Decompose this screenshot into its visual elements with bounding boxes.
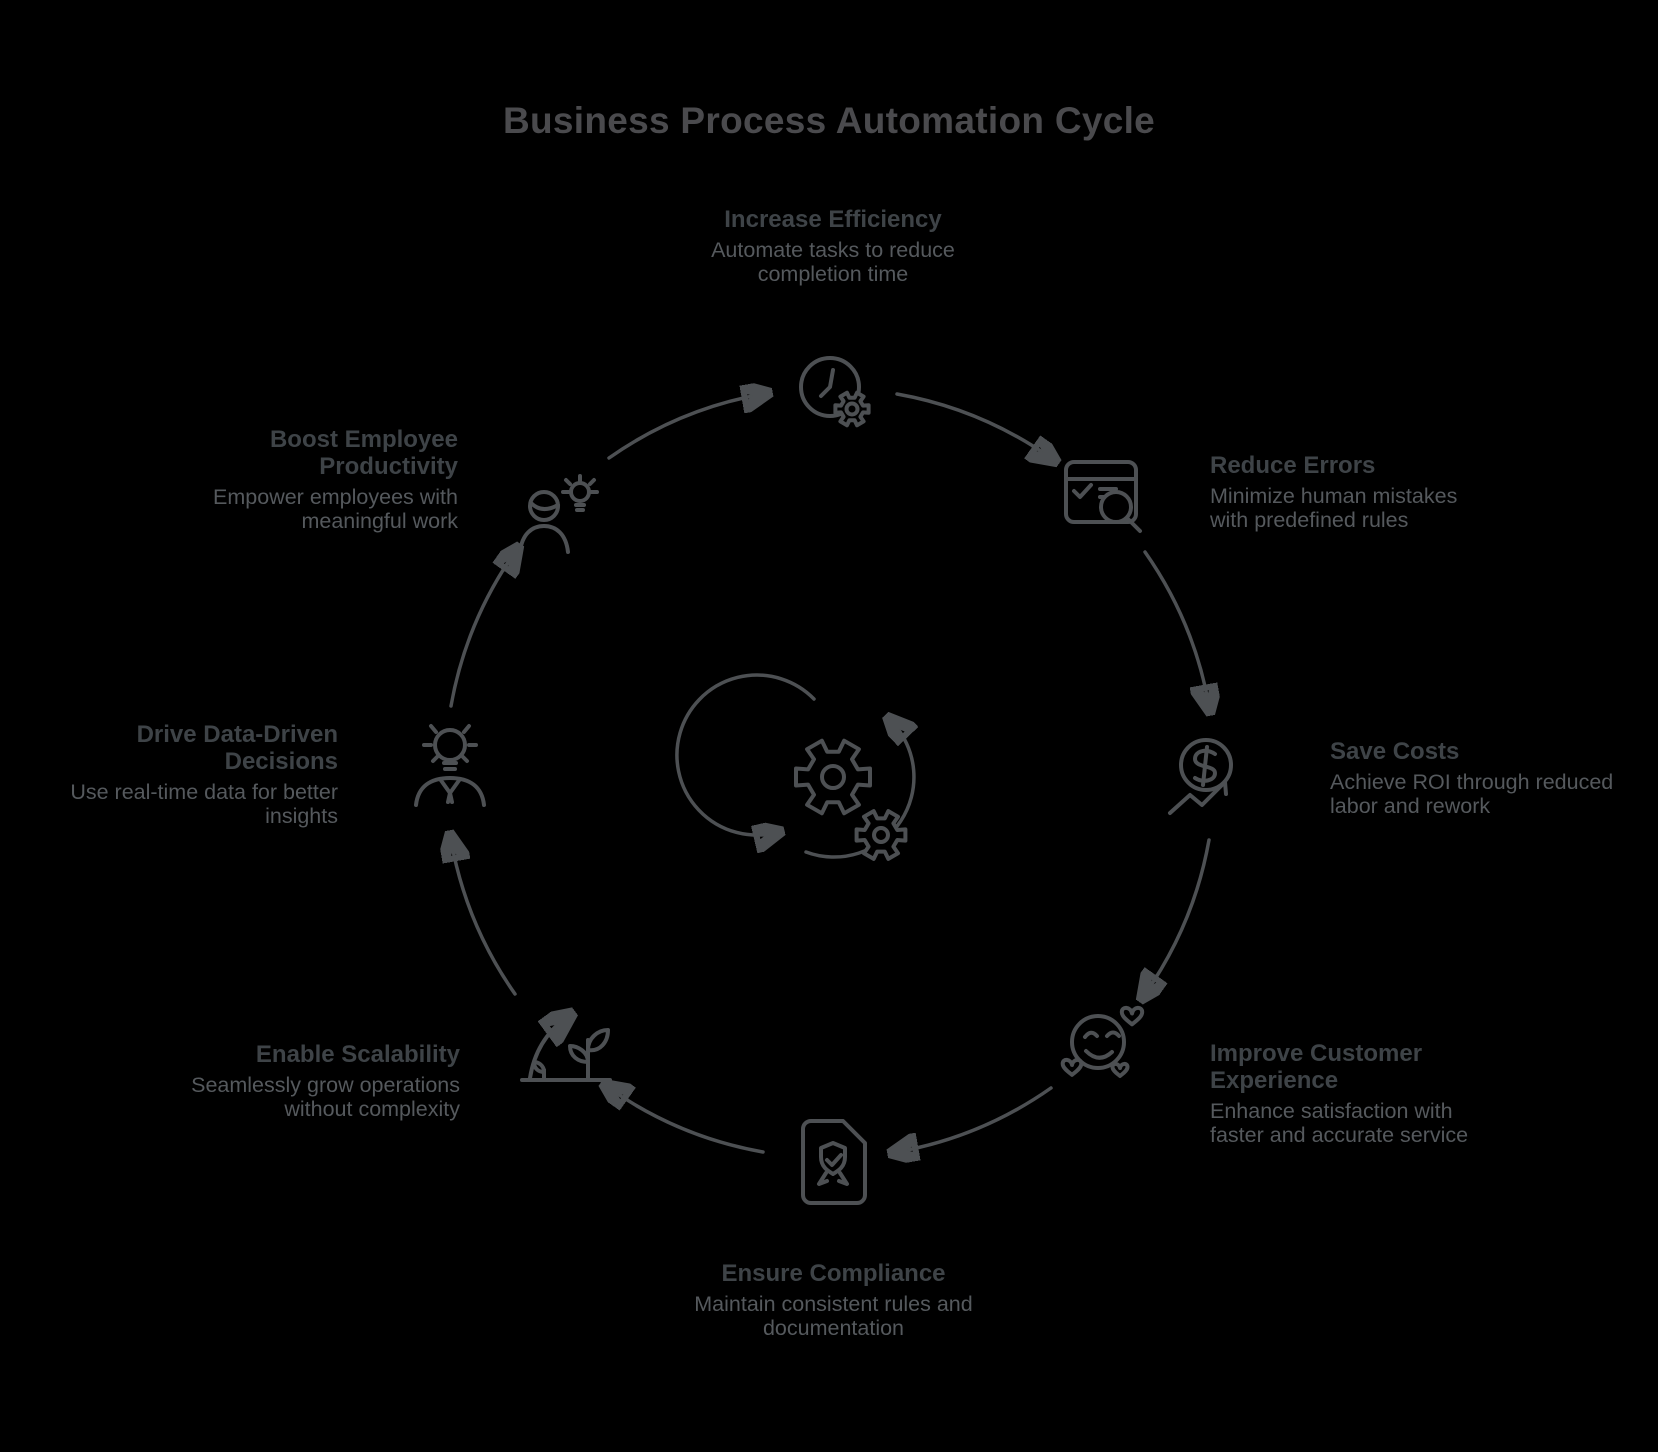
center-big-gear <box>796 741 870 814</box>
certificate-document-icon <box>785 1113 881 1209</box>
node-description: Use real-time data for better insights <box>70 780 338 828</box>
center-small-gear <box>857 811 906 859</box>
smiley-hearts-icon <box>1058 992 1154 1088</box>
center-cycle-arc-left <box>677 675 814 835</box>
arrow-bottomleft-to-left <box>451 840 515 994</box>
node-description: Minimize human mistakes with predefined rules <box>1210 484 1458 532</box>
arrow-top-to-topright <box>897 394 1051 458</box>
clock-gear-icon <box>790 351 886 447</box>
node-description: Enhance satisfaction with faster and accurate service <box>1210 1099 1469 1147</box>
node-description: Empower employees with meaningful work <box>213 485 458 533</box>
gears-cycle-icon <box>677 675 914 859</box>
node-heading: Save Costs <box>1330 738 1460 765</box>
node-heading: Increase Efficiency <box>724 206 942 233</box>
idea-person-icon <box>400 717 496 813</box>
arrow-topleft-to-top <box>609 394 763 458</box>
node-description: Automate tasks to reduce completion time <box>711 238 955 286</box>
node-heading: Boost Employee Productivity <box>269 426 458 480</box>
arrow-topright-to-right <box>1145 552 1209 706</box>
node-heading: Ensure Compliance <box>721 1260 946 1287</box>
arrow-right-to-bottomright <box>1145 840 1209 994</box>
arrow-bottom-to-bottomleft <box>609 1088 763 1152</box>
diagram-title: Business Process Automation Cycle <box>502 100 1156 141</box>
node-description: Seamlessly grow operations without complexity <box>191 1073 460 1121</box>
node-heading: Improve Customer Experience <box>1210 1040 1423 1094</box>
node-heading: Enable Scalability <box>255 1041 460 1068</box>
checklist-magnifier-icon <box>1058 450 1154 546</box>
arrow-bottomright-to-bottom <box>897 1088 1051 1152</box>
node-description: Maintain consistent rules and documentation <box>694 1292 973 1340</box>
node-heading: Drive Data-Driven Decisions <box>136 721 338 775</box>
person-lightbulb-icon <box>510 462 606 558</box>
node-heading: Reduce Errors <box>1210 452 1376 479</box>
arrow-left-to-topleft <box>451 552 515 706</box>
node-description: Achieve ROI through reduced labor and rework <box>1330 770 1614 818</box>
dollar-growth-icon <box>1162 733 1258 829</box>
plant-growth-icon <box>518 996 614 1092</box>
